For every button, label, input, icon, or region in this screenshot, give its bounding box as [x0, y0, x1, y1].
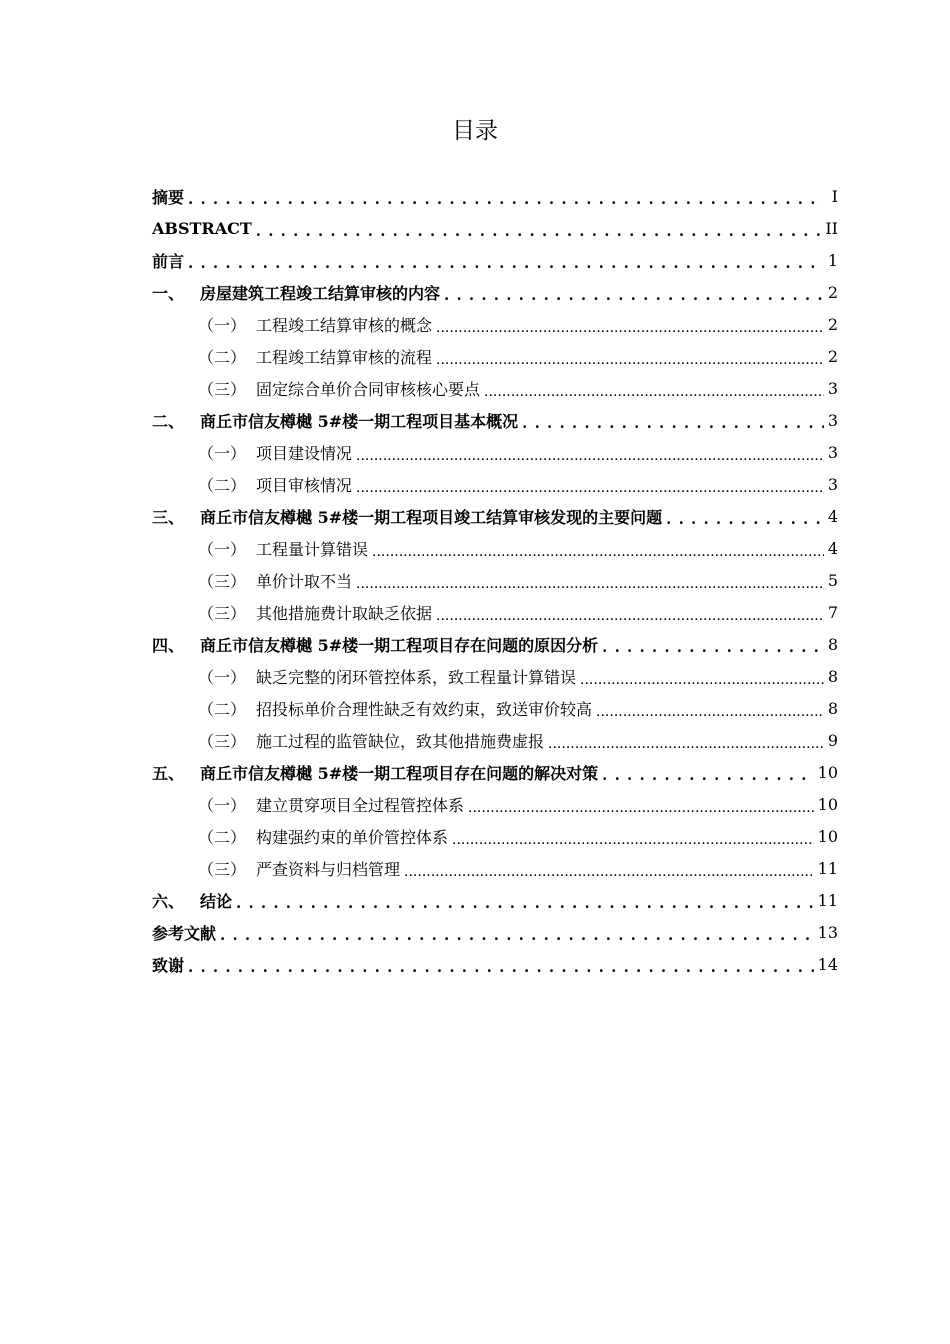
toc-entry-page-number: 5 [827, 570, 838, 590]
toc-entry-page-number: 2 [827, 314, 838, 334]
toc-entry-page-number: 7 [827, 602, 838, 622]
toc-entry-page-number: 13 [817, 922, 838, 942]
toc-entry-section[interactable] [152, 468, 838, 500]
toc-entry-label: 固定综合单价合同审核核心要点 [256, 379, 481, 399]
toc-dot-leader [666, 509, 824, 527]
toc-entry-page-number: 8 [827, 666, 838, 686]
toc-entry-number: 三、 [152, 507, 185, 527]
toc-entry-number: （三） [198, 603, 247, 623]
toc-entry-page-number: 14 [817, 954, 838, 974]
toc-entry-number: （一） [198, 315, 247, 335]
toc-entry-label: 其他措施费计取缺乏依据 [256, 603, 433, 623]
toc-entry-chapter[interactable] [152, 948, 838, 980]
toc-dot-leader [188, 189, 824, 207]
toc-entry-label: 前言 [152, 251, 185, 271]
toc-dot-leader [602, 637, 824, 655]
toc-dot-leader [522, 413, 824, 431]
toc-entry-label: 商丘市信友樽樾 5#楼一期工程项目存在问题的原因分析 [200, 635, 599, 655]
toc-entry-label: 建立贯穿项目全过程管控体系 [256, 795, 465, 815]
toc-entry-label: 严查资料与归档管理 [256, 859, 401, 879]
toc-entry-label: 致谢 [152, 955, 185, 975]
toc-dot-leader [602, 765, 814, 783]
toc-entry-page-number: 2 [827, 346, 838, 366]
toc-entry-label: 施工过程的监管缺位，致其他措施费虚报 [256, 731, 545, 751]
toc-entry-section[interactable] [152, 692, 838, 724]
toc-entry-chapter[interactable] [152, 916, 838, 948]
toc-entry-label: 房屋建筑工程竣工结算审核的内容 [200, 283, 441, 303]
toc-entry-chapter[interactable] [152, 884, 838, 916]
toc-entry-page-number: 2 [827, 282, 838, 302]
toc-entry-label: 招投标单价合理性缺乏有效约束，致送审价较高 [256, 699, 593, 719]
toc-entry-chapter[interactable] [152, 404, 838, 436]
toc-entry-section[interactable] [152, 436, 838, 468]
toc-entry-label: 工程竣工结算审核的流程 [256, 347, 433, 367]
toc-dot-leader [484, 381, 824, 399]
toc-entry-label: 项目审核情况 [256, 475, 353, 495]
toc-entry-number: （一） [198, 539, 247, 559]
toc-entry-section[interactable] [152, 660, 838, 692]
toc-entry-label: 摘要 [152, 187, 185, 207]
toc-dot-leader [188, 253, 824, 271]
toc-dot-leader [372, 541, 824, 559]
toc-entry-page-number: 10 [817, 762, 838, 782]
toc-entry-number: （一） [198, 443, 247, 463]
toc-entry-section[interactable] [152, 340, 838, 372]
toc-dot-leader [356, 477, 824, 495]
toc-dot-leader [404, 861, 814, 879]
toc-dot-leader [436, 349, 824, 367]
toc-dot-leader [444, 285, 824, 303]
toc-dot-leader [188, 957, 814, 975]
toc-entry-page-number: 10 [817, 826, 838, 846]
toc-dot-leader [596, 701, 824, 719]
toc-dot-leader [220, 925, 814, 943]
toc-entry-number: （三） [198, 731, 247, 751]
toc-entry-page-number: 3 [827, 474, 838, 494]
toc-entry-section[interactable] [152, 820, 838, 852]
toc-dot-leader [548, 733, 824, 751]
toc-entry-section[interactable] [152, 852, 838, 884]
toc-entry-number: （二） [198, 699, 247, 719]
toc-entry-number: 四、 [152, 635, 185, 655]
toc-entry-number: （二） [198, 827, 247, 847]
toc-entry-page-number: 4 [827, 538, 838, 558]
toc-dot-leader [356, 445, 824, 463]
toc-entry-label: 缺乏完整的闭环管控体系，致工程量计算错误 [256, 667, 577, 687]
toc-entry-label: 商丘市信友樽樾 5#楼一期工程项目竣工结算审核发现的主要问题 [200, 507, 663, 527]
toc-entry-page-number: II [825, 218, 838, 238]
toc-entry-number: （三） [198, 859, 247, 879]
toc-entry-page-number: I [831, 186, 838, 206]
toc-entry-chapter[interactable] [152, 628, 838, 660]
toc-entry-label: 结论 [200, 891, 233, 911]
toc-entry-section[interactable] [152, 724, 838, 756]
toc-dot-leader [468, 797, 814, 815]
toc-entry-number: （一） [198, 667, 247, 687]
toc-entry-section[interactable] [152, 372, 838, 404]
toc-entry-number: 二、 [152, 411, 185, 431]
toc-entry-section[interactable] [152, 564, 838, 596]
toc-entry-number: （二） [198, 475, 247, 495]
toc-entry-page-number: 9 [827, 730, 838, 750]
toc-entry-page-number: 11 [817, 858, 838, 878]
toc-entry-chapter[interactable] [152, 212, 838, 244]
toc-dot-leader [236, 893, 814, 911]
toc-entry-number: 五、 [152, 763, 185, 783]
toc-entry-number: （三） [198, 379, 247, 399]
toc-entry-section[interactable] [152, 788, 838, 820]
toc-entry-label: 参考文献 [152, 923, 217, 943]
toc-entry-page-number: 1 [827, 250, 838, 270]
toc-entry-chapter[interactable] [152, 756, 838, 788]
toc-entry-label: ABSTRACT [152, 218, 252, 238]
toc-entry-section[interactable] [152, 532, 838, 564]
toc-dot-leader [436, 317, 824, 335]
toc-dot-leader [452, 829, 814, 847]
toc-entry-chapter[interactable] [152, 244, 838, 276]
toc-entry-label: 工程竣工结算审核的概念 [256, 315, 433, 335]
toc-entry-label: 项目建设情况 [256, 443, 353, 463]
toc-entry-page-number: 11 [817, 890, 838, 910]
toc-dot-leader [356, 573, 824, 591]
toc-entry-page-number: 3 [827, 378, 838, 398]
toc-entry-page-number: 10 [817, 794, 838, 814]
toc-entry-chapter[interactable] [152, 276, 838, 308]
toc-entry-page-number: 8 [827, 698, 838, 718]
toc-entry-number: （一） [198, 795, 247, 815]
toc-dot-leader [580, 669, 824, 687]
toc-entry-label: 工程量计算错误 [256, 539, 369, 559]
toc-entry-page-number: 3 [827, 410, 838, 430]
toc-entry-section[interactable] [152, 596, 838, 628]
toc-dot-leader [436, 605, 824, 623]
table-of-contents [152, 180, 838, 980]
toc-entry-label: 构建强约束的单价管控体系 [256, 827, 449, 847]
toc-entry-label: 商丘市信友樽樾 5#楼一期工程项目基本概况 [200, 411, 519, 431]
toc-entry-page-number: 4 [827, 506, 838, 526]
toc-entry-label: 商丘市信友樽樾 5#楼一期工程项目存在问题的解决对策 [200, 763, 599, 783]
toc-entry-number: （三） [198, 571, 247, 591]
toc-title: 目录 [452, 118, 498, 144]
toc-dot-leader [256, 221, 822, 239]
toc-entry-page-number: 3 [827, 442, 838, 462]
toc-entry-number: 六、 [152, 891, 185, 911]
toc-entry-section[interactable] [152, 308, 838, 340]
toc-entry-chapter[interactable] [152, 180, 838, 212]
toc-entry-page-number: 8 [827, 634, 838, 654]
toc-entry-label: 单价计取不当 [256, 571, 353, 591]
toc-entry-number: 一、 [152, 283, 185, 303]
toc-entry-number: （二） [198, 347, 247, 367]
toc-entry-chapter[interactable] [152, 500, 838, 532]
